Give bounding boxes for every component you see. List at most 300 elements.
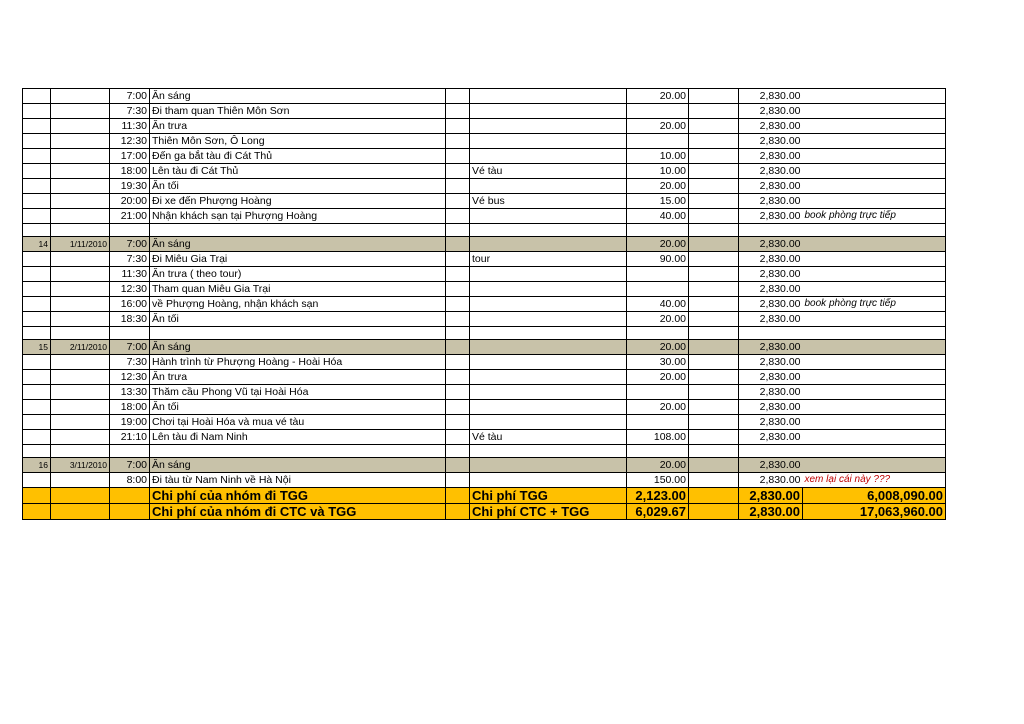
table-row — [23, 149, 946, 164]
time-cell — [110, 504, 150, 520]
blank-cell — [689, 179, 739, 194]
activity-cell: Ăn trưa ( theo tour) — [150, 267, 446, 282]
cost-cell — [627, 267, 689, 282]
time-cell: 19:30 — [110, 179, 150, 194]
activity-cell: Tham quan Miêu Gia Trại — [150, 282, 446, 297]
rate-cell: 2,830.00 — [739, 209, 803, 224]
note-cell — [803, 104, 946, 119]
day-number-cell — [23, 415, 51, 430]
day-number-cell — [23, 119, 51, 134]
time-cell: 17:00 — [110, 149, 150, 164]
date-cell — [51, 355, 110, 370]
rate-cell: 2,830.00 — [739, 312, 803, 327]
note-cell — [803, 327, 946, 340]
ticket-cell — [470, 179, 627, 194]
ticket-cell: Chi phí TGG — [470, 488, 627, 504]
time-cell — [110, 445, 150, 458]
ticket-cell: Vé tàu — [470, 164, 627, 179]
table-row — [23, 430, 946, 445]
cost-cell — [627, 134, 689, 149]
note-cell — [803, 224, 946, 237]
blank-cell — [689, 400, 739, 415]
time-cell: 7:00 — [110, 340, 150, 355]
table-row — [23, 252, 946, 267]
time-cell — [110, 327, 150, 340]
date-cell — [51, 224, 110, 237]
blank-cell — [446, 134, 470, 149]
rate-cell — [739, 445, 803, 458]
blank-cell — [689, 194, 739, 209]
note-cell — [803, 179, 946, 194]
blank-cell — [689, 385, 739, 400]
cost-cell: 40.00 — [627, 297, 689, 312]
blank-cell — [446, 355, 470, 370]
ticket-cell — [470, 149, 627, 164]
ticket-cell — [470, 473, 627, 488]
time-cell: 11:30 — [110, 119, 150, 134]
cost-cell: 20.00 — [627, 89, 689, 104]
activity-cell — [150, 224, 446, 237]
blank-cell — [446, 340, 470, 355]
rate-cell — [739, 224, 803, 237]
blank-cell — [689, 89, 739, 104]
time-cell: 16:00 — [110, 297, 150, 312]
note-cell — [803, 458, 946, 473]
rate-cell: 2,830.00 — [739, 355, 803, 370]
cost-cell: 6,029.67 — [627, 504, 689, 520]
activity-cell: Ăn trưa — [150, 119, 446, 134]
activity-cell: Thăm cầu Phong Vũ tại Hoài Hóa — [150, 385, 446, 400]
date-cell — [51, 385, 110, 400]
day-number-cell — [23, 445, 51, 458]
ticket-cell — [470, 267, 627, 282]
blank-cell — [446, 415, 470, 430]
date-cell: 3/11/2010 — [51, 458, 110, 473]
cost-cell: 20.00 — [627, 458, 689, 473]
blank-cell — [689, 267, 739, 282]
cost-cell: 90.00 — [627, 252, 689, 267]
cost-cell: 40.00 — [627, 209, 689, 224]
blank-cell — [689, 164, 739, 179]
note-cell — [803, 415, 946, 430]
activity-cell: Ăn trưa — [150, 370, 446, 385]
cost-cell: 20.00 — [627, 370, 689, 385]
cost-cell — [627, 224, 689, 237]
table-row — [23, 194, 946, 209]
rate-cell: 2,830.00 — [739, 297, 803, 312]
rate-cell: 2,830.00 — [739, 119, 803, 134]
date-cell — [51, 297, 110, 312]
time-cell: 7:00 — [110, 89, 150, 104]
ticket-cell — [470, 445, 627, 458]
cost-cell: 150.00 — [627, 473, 689, 488]
cost-cell — [627, 415, 689, 430]
note-cell — [803, 282, 946, 297]
cost-cell: 10.00 — [627, 164, 689, 179]
date-cell — [51, 400, 110, 415]
time-cell: 18:00 — [110, 164, 150, 179]
time-cell: 19:00 — [110, 415, 150, 430]
ticket-cell — [470, 340, 627, 355]
day-number-cell — [23, 370, 51, 385]
blank-cell — [689, 504, 739, 520]
blank-cell — [689, 430, 739, 445]
ticket-cell — [470, 224, 627, 237]
blank-cell — [689, 119, 739, 134]
time-cell: 13:30 — [110, 385, 150, 400]
day-number-cell — [23, 179, 51, 194]
day-header-row — [23, 458, 946, 473]
spacer-row — [23, 224, 946, 237]
note-cell — [803, 194, 946, 209]
cost-cell: 20.00 — [627, 312, 689, 327]
ticket-cell — [470, 134, 627, 149]
cost-cell: 2,123.00 — [627, 488, 689, 504]
spacer-row — [23, 445, 946, 458]
time-cell: 7:30 — [110, 355, 150, 370]
activity-cell: Chi phí của nhóm đi TGG — [150, 488, 446, 504]
table-row — [23, 179, 946, 194]
activity-cell: Đến ga bắt tàu đi Cát Thủ — [150, 149, 446, 164]
table-row — [23, 89, 946, 104]
time-cell: 12:30 — [110, 370, 150, 385]
day-number-cell — [23, 488, 51, 504]
table-row — [23, 355, 946, 370]
activity-cell: Nhận khách sạn tại Phượng Hoàng — [150, 209, 446, 224]
rate-cell: 2,830.00 — [739, 252, 803, 267]
date-cell — [51, 282, 110, 297]
ticket-cell — [470, 89, 627, 104]
ticket-cell — [470, 327, 627, 340]
rate-cell: 2,830.00 — [739, 282, 803, 297]
note-cell — [803, 340, 946, 355]
day-number-cell — [23, 209, 51, 224]
blank-cell — [689, 237, 739, 252]
blank-cell — [689, 282, 739, 297]
ticket-cell — [470, 312, 627, 327]
note-cell — [803, 445, 946, 458]
spacer-row — [23, 327, 946, 340]
blank-cell — [446, 267, 470, 282]
note-cell: xem lại cái này ??? — [803, 473, 946, 488]
ticket-cell — [470, 415, 627, 430]
blank-cell — [689, 252, 739, 267]
date-cell: 1/11/2010 — [51, 237, 110, 252]
time-cell — [110, 488, 150, 504]
time-cell: 12:30 — [110, 134, 150, 149]
ticket-cell — [470, 400, 627, 415]
blank-cell — [446, 252, 470, 267]
note-cell — [803, 149, 946, 164]
rate-cell: 2,830.00 — [739, 430, 803, 445]
blank-cell — [689, 327, 739, 340]
activity-cell: Chơi tại Hoài Hóa và mua vé tàu — [150, 415, 446, 430]
day-number-cell — [23, 473, 51, 488]
date-cell — [51, 179, 110, 194]
note-cell — [803, 430, 946, 445]
ticket-cell — [470, 385, 627, 400]
day-number-cell — [23, 400, 51, 415]
table-row — [23, 267, 946, 282]
activity-cell: Đi xe đến Phượng Hoàng — [150, 194, 446, 209]
day-number-cell — [23, 149, 51, 164]
time-cell: 18:30 — [110, 312, 150, 327]
rate-cell: 2,830.00 — [739, 370, 803, 385]
blank-cell — [446, 370, 470, 385]
note-cell — [803, 164, 946, 179]
day-number-cell — [23, 282, 51, 297]
cost-cell — [627, 327, 689, 340]
time-cell: 18:00 — [110, 400, 150, 415]
rate-cell: 2,830.00 — [739, 194, 803, 209]
day-number-cell — [23, 89, 51, 104]
date-cell — [51, 415, 110, 430]
blank-cell — [689, 340, 739, 355]
blank-cell — [446, 445, 470, 458]
rate-cell: 2,830.00 — [739, 340, 803, 355]
day-number-cell — [23, 355, 51, 370]
blank-cell — [446, 327, 470, 340]
ticket-cell — [470, 355, 627, 370]
time-cell: 8:00 — [110, 473, 150, 488]
date-cell — [51, 430, 110, 445]
cost-cell: 20.00 — [627, 179, 689, 194]
time-cell: 7:30 — [110, 252, 150, 267]
blank-cell — [446, 179, 470, 194]
day-number-cell: 15 — [23, 340, 51, 355]
table-row — [23, 370, 946, 385]
table-row — [23, 385, 946, 400]
date-cell — [51, 473, 110, 488]
day-number-cell — [23, 267, 51, 282]
activity-cell: Thiên Môn Sơn, Ô Long — [150, 134, 446, 149]
activity-cell: Hành trình từ Phượng Hoàng - Hoài Hóa — [150, 355, 446, 370]
time-cell: 20:00 — [110, 194, 150, 209]
rate-cell: 2,830.00 — [739, 385, 803, 400]
ticket-cell — [470, 297, 627, 312]
activity-cell: Chi phí của nhóm đi CTC và TGG — [150, 504, 446, 520]
activity-cell: về Phượng Hoàng, nhận khách sạn — [150, 297, 446, 312]
ticket-cell: Vé tàu — [470, 430, 627, 445]
rate-cell: 2,830.00 — [739, 179, 803, 194]
cost-cell: 20.00 — [627, 237, 689, 252]
time-cell: 7:00 — [110, 458, 150, 473]
blank-cell — [689, 149, 739, 164]
rate-cell: 2,830.00 — [739, 400, 803, 415]
table-row — [23, 134, 946, 149]
day-number-cell — [23, 385, 51, 400]
blank-cell — [446, 504, 470, 520]
note-cell — [803, 355, 946, 370]
blank-cell — [689, 415, 739, 430]
date-cell — [51, 267, 110, 282]
day-number-cell — [23, 327, 51, 340]
blank-cell — [689, 312, 739, 327]
table-row — [23, 415, 946, 430]
day-number-cell — [23, 430, 51, 445]
blank-cell — [689, 134, 739, 149]
cost-cell — [627, 104, 689, 119]
blank-cell — [689, 224, 739, 237]
activity-cell: Ăn sáng — [150, 458, 446, 473]
date-cell — [51, 312, 110, 327]
note-cell — [803, 370, 946, 385]
blank-cell — [446, 282, 470, 297]
table-row — [23, 119, 946, 134]
day-number-cell — [23, 164, 51, 179]
ticket-cell — [470, 458, 627, 473]
blank-cell — [689, 458, 739, 473]
rate-cell — [739, 327, 803, 340]
ticket-cell — [470, 209, 627, 224]
date-cell — [51, 488, 110, 504]
date-cell — [51, 327, 110, 340]
rate-cell: 2,830.00 — [739, 415, 803, 430]
day-number-cell — [23, 297, 51, 312]
activity-cell: Đi tàu từ Nam Ninh về Hà Nội — [150, 473, 446, 488]
time-cell: 11:30 — [110, 267, 150, 282]
note-cell — [803, 312, 946, 327]
blank-cell — [446, 104, 470, 119]
date-cell — [51, 149, 110, 164]
day-number-cell — [23, 224, 51, 237]
note-cell — [803, 89, 946, 104]
cost-cell — [627, 282, 689, 297]
date-cell: 2/11/2010 — [51, 340, 110, 355]
date-cell — [51, 119, 110, 134]
date-cell — [51, 104, 110, 119]
rate-cell: 2,830.00 — [739, 164, 803, 179]
table-row — [23, 209, 946, 224]
activity-cell: Ăn tối — [150, 179, 446, 194]
blank-cell — [446, 209, 470, 224]
cost-cell: 108.00 — [627, 430, 689, 445]
ticket-cell — [470, 282, 627, 297]
rate-cell: 2,830.00 — [739, 89, 803, 104]
total-row — [23, 488, 946, 504]
time-cell: 21:00 — [110, 209, 150, 224]
note-cell: 6,008,090.00 — [803, 488, 946, 504]
blank-cell — [446, 119, 470, 134]
time-cell: 21:10 — [110, 430, 150, 445]
time-cell — [110, 224, 150, 237]
note-cell: 17,063,960.00 — [803, 504, 946, 520]
day-number-cell: 16 — [23, 458, 51, 473]
day-number-cell — [23, 134, 51, 149]
ticket-cell: tour — [470, 252, 627, 267]
date-cell — [51, 504, 110, 520]
day-number-cell — [23, 194, 51, 209]
activity-cell: Ăn tối — [150, 312, 446, 327]
table-row — [23, 473, 946, 488]
rate-cell: 2,830.00 — [739, 504, 803, 520]
activity-cell: Ăn sáng — [150, 89, 446, 104]
blank-cell — [446, 164, 470, 179]
day-number-cell — [23, 252, 51, 267]
rate-cell: 2,830.00 — [739, 237, 803, 252]
day-number-cell — [23, 104, 51, 119]
day-number-cell: 14 — [23, 237, 51, 252]
total-row — [23, 504, 946, 520]
time-cell: 7:00 — [110, 237, 150, 252]
blank-cell — [689, 370, 739, 385]
activity-cell — [150, 445, 446, 458]
ticket-cell — [470, 104, 627, 119]
rate-cell: 2,830.00 — [739, 134, 803, 149]
date-cell — [51, 252, 110, 267]
table-row — [23, 104, 946, 119]
cost-cell: 15.00 — [627, 194, 689, 209]
cost-cell — [627, 385, 689, 400]
activity-cell: Lên tàu đi Cát Thủ — [150, 164, 446, 179]
cost-cell: 20.00 — [627, 340, 689, 355]
day-number-cell — [23, 504, 51, 520]
blank-cell — [446, 89, 470, 104]
note-cell — [803, 400, 946, 415]
itinerary-cost-sheet — [22, 88, 946, 520]
table-row — [23, 297, 946, 312]
note-cell — [803, 252, 946, 267]
ticket-cell — [470, 237, 627, 252]
rate-cell: 2,830.00 — [739, 149, 803, 164]
time-cell: 7:30 — [110, 104, 150, 119]
day-header-row — [23, 340, 946, 355]
blank-cell — [446, 385, 470, 400]
blank-cell — [446, 297, 470, 312]
blank-cell — [446, 458, 470, 473]
day-header-row — [23, 237, 946, 252]
ticket-cell: Vé bus — [470, 194, 627, 209]
activity-cell: Đi Miêu Gia Trại — [150, 252, 446, 267]
blank-cell — [689, 445, 739, 458]
date-cell — [51, 370, 110, 385]
blank-cell — [689, 355, 739, 370]
note-cell: book phòng trực tiếp — [803, 209, 946, 224]
date-cell — [51, 89, 110, 104]
table-row — [23, 400, 946, 415]
date-cell — [51, 445, 110, 458]
rate-cell: 2,830.00 — [739, 473, 803, 488]
blank-cell — [689, 473, 739, 488]
ticket-cell — [470, 370, 627, 385]
blank-cell — [689, 297, 739, 312]
blank-cell — [446, 400, 470, 415]
blank-cell — [446, 237, 470, 252]
ticket-cell: Chi phí CTC + TGG — [470, 504, 627, 520]
activity-cell: Ăn tối — [150, 400, 446, 415]
table-row — [23, 282, 946, 297]
date-cell — [51, 164, 110, 179]
activity-cell — [150, 327, 446, 340]
date-cell — [51, 134, 110, 149]
time-cell: 12:30 — [110, 282, 150, 297]
blank-cell — [689, 488, 739, 504]
rate-cell: 2,830.00 — [739, 458, 803, 473]
blank-cell — [446, 194, 470, 209]
note-cell — [803, 267, 946, 282]
cost-cell: 10.00 — [627, 149, 689, 164]
activity-cell: Đi tham quan Thiên Môn Sơn — [150, 104, 446, 119]
activity-cell: Ăn sáng — [150, 237, 446, 252]
blank-cell — [446, 149, 470, 164]
blank-cell — [446, 488, 470, 504]
table-row — [23, 164, 946, 179]
date-cell — [51, 209, 110, 224]
day-number-cell — [23, 312, 51, 327]
blank-cell — [446, 473, 470, 488]
date-cell — [51, 194, 110, 209]
blank-cell — [689, 104, 739, 119]
